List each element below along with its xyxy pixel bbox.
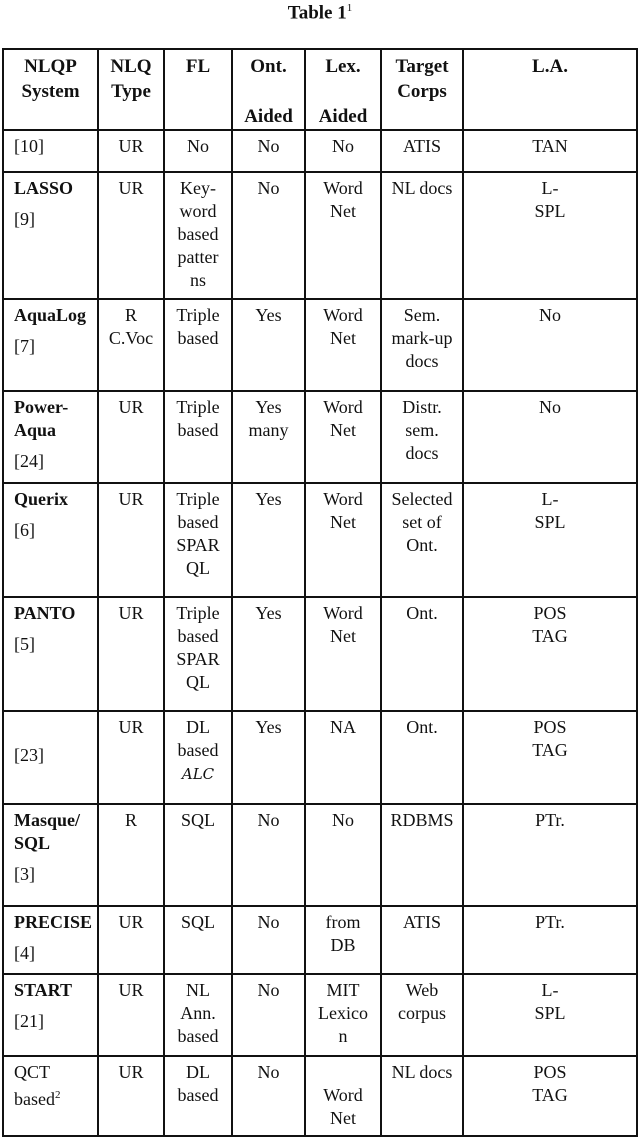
system-name: LASSO <box>14 178 74 198</box>
cell-nlq-type: R C.Voc <box>98 299 164 391</box>
cell-target-corps: Selected set of Ont. <box>381 483 463 597</box>
system-name: Power- Aqua <box>14 397 69 440</box>
column-header: NLQP System <box>3 49 98 130</box>
cell-lex-aided: from DB <box>305 906 381 974</box>
column-header: FL <box>164 49 232 130</box>
system-reference: [21] <box>14 1011 44 1031</box>
cell-la: POS TAG <box>463 597 637 711</box>
cell-target-corps: RDBMS <box>381 804 463 906</box>
cell-fl: NL Ann. based <box>164 974 232 1056</box>
cell-target-corps: Web corpus <box>381 974 463 1056</box>
cell-lex-aided: No <box>305 804 381 906</box>
cell-fl: DL based ALC <box>164 711 232 804</box>
system-reference: [4] <box>14 943 35 963</box>
cell-ont-aided: Yes <box>232 711 305 804</box>
system-reference: [5] <box>14 634 35 654</box>
alc-logic-symbol: ALC <box>181 765 215 783</box>
cell-la: POS TAG <box>463 711 637 804</box>
cell-lex-aided: Word Net <box>305 299 381 391</box>
cell-lex-aided: Word Net <box>305 597 381 711</box>
cell-fl: Triple based SPAR QL <box>164 597 232 711</box>
system-reference: [10] <box>14 136 44 156</box>
cell-fl: Triple based <box>164 299 232 391</box>
cell-ont-aided: Yes <box>232 483 305 597</box>
cell-fl: No <box>164 130 232 172</box>
cell-target-corps: NL docs <box>381 1056 463 1136</box>
cell-nlqp-system <box>3 906 98 974</box>
cell-la: L- SPL <box>463 974 637 1056</box>
table-title-text: Table 1 <box>287 2 347 24</box>
cell-target-corps: Ont. <box>381 711 463 804</box>
cell-target-corps: Distr. sem. docs <box>381 391 463 483</box>
cell-nlq-type: UR <box>98 711 164 804</box>
cell-la: PTr. <box>463 906 637 974</box>
system-name: PANTO <box>14 603 76 623</box>
cell-fl: SQL <box>164 906 232 974</box>
column-header: Target Corps <box>381 49 463 130</box>
table-row <box>3 130 637 172</box>
cell-nlqp-system <box>3 597 98 711</box>
cell-ont-aided: Yes <box>232 299 305 391</box>
cell-nlqp-system <box>3 172 98 299</box>
cell-lex-aided: Word Net <box>305 1056 381 1136</box>
cell-nlq-type: R <box>98 804 164 906</box>
cell-target-corps: ATIS <box>381 906 463 974</box>
cell-la: No <box>463 299 637 391</box>
cell-la: PTr. <box>463 804 637 906</box>
cell-ont-aided: Yes <box>232 597 305 711</box>
cell-nlq-type: UR <box>98 906 164 974</box>
cell-fl: Key- word based patter ns <box>164 172 232 299</box>
cell-nlqp-system <box>3 130 98 172</box>
table-title <box>0 2 640 24</box>
system-reference: [24] <box>14 451 44 471</box>
cell-la: L- SPL <box>463 483 637 597</box>
cell-nlq-type: UR <box>98 974 164 1056</box>
cell-target-corps: Ont. <box>381 597 463 711</box>
column-header: NLQ Type <box>98 49 164 130</box>
table-row <box>3 483 637 597</box>
table-row <box>3 711 637 804</box>
system-name: Masque/ SQL <box>14 810 81 853</box>
cell-ont-aided: Yes many <box>232 391 305 483</box>
cell-ont-aided: No <box>232 804 305 906</box>
cell-la: L- SPL <box>463 172 637 299</box>
cell-nlqp-system <box>3 804 98 906</box>
cell-nlqp-system <box>3 483 98 597</box>
cell-nlq-type: UR <box>98 597 164 711</box>
system-reference: QCT based <box>14 1062 55 1109</box>
table-row <box>3 906 637 974</box>
cell-fl: Triple based SPAR QL <box>164 483 232 597</box>
cell-fl: Triple based <box>164 391 232 483</box>
table-title-footnote: 1 <box>346 2 353 14</box>
cell-target-corps: ATIS <box>381 130 463 172</box>
cell-la: No <box>463 391 637 483</box>
column-header: Ont. Aided <box>232 49 305 130</box>
cell-nlqp-system <box>3 391 98 483</box>
table-body <box>3 130 637 1136</box>
cell-lex-aided: Word Net <box>305 483 381 597</box>
cell-nlqp-system <box>3 1056 98 1136</box>
system-reference: [23] <box>14 745 44 765</box>
table-row <box>3 804 637 906</box>
cell-target-corps: NL docs <box>381 172 463 299</box>
footnote-marker: 2 <box>54 1089 61 1101</box>
cell-fl: DL based <box>164 1056 232 1136</box>
table-row <box>3 391 637 483</box>
header-row <box>3 49 637 130</box>
table-row <box>3 597 637 711</box>
cell-lex-aided: NA <box>305 711 381 804</box>
cell-target-corps: Sem. mark-up docs <box>381 299 463 391</box>
column-header: Lex. Aided <box>305 49 381 130</box>
comparison-table <box>2 48 638 1137</box>
cell-ont-aided: No <box>232 172 305 299</box>
cell-fl: SQL <box>164 804 232 906</box>
cell-nlqp-system <box>3 711 98 804</box>
cell-lex-aided: Word Net <box>305 172 381 299</box>
cell-nlqp-system <box>3 974 98 1056</box>
table-row <box>3 1056 637 1136</box>
cell-la: POS TAG <box>463 1056 637 1136</box>
system-name: Querix <box>14 489 68 509</box>
table-row <box>3 172 637 299</box>
cell-nlq-type: UR <box>98 1056 164 1136</box>
system-reference: [6] <box>14 520 35 540</box>
table-row <box>3 299 637 391</box>
system-reference: [9] <box>14 209 35 229</box>
cell-lex-aided: No <box>305 130 381 172</box>
system-reference: [3] <box>14 864 35 884</box>
cell-ont-aided: No <box>232 906 305 974</box>
cell-lex-aided: Word Net <box>305 391 381 483</box>
cell-nlq-type: UR <box>98 172 164 299</box>
column-header: L.A. <box>463 49 637 130</box>
cell-nlq-type: UR <box>98 130 164 172</box>
system-reference: [7] <box>14 336 35 356</box>
cell-ont-aided: No <box>232 974 305 1056</box>
system-name: PRECISE <box>14 912 93 932</box>
cell-nlq-type: UR <box>98 391 164 483</box>
cell-nlq-type: UR <box>98 483 164 597</box>
cell-ont-aided: No <box>232 130 305 172</box>
cell-nlqp-system <box>3 299 98 391</box>
cell-lex-aided: MIT Lexico n <box>305 974 381 1056</box>
system-name: START <box>14 980 73 1000</box>
cell-ont-aided: No <box>232 1056 305 1136</box>
table-row <box>3 974 637 1056</box>
cell-la: TAN <box>463 130 637 172</box>
system-name: AquaLog <box>14 305 87 325</box>
